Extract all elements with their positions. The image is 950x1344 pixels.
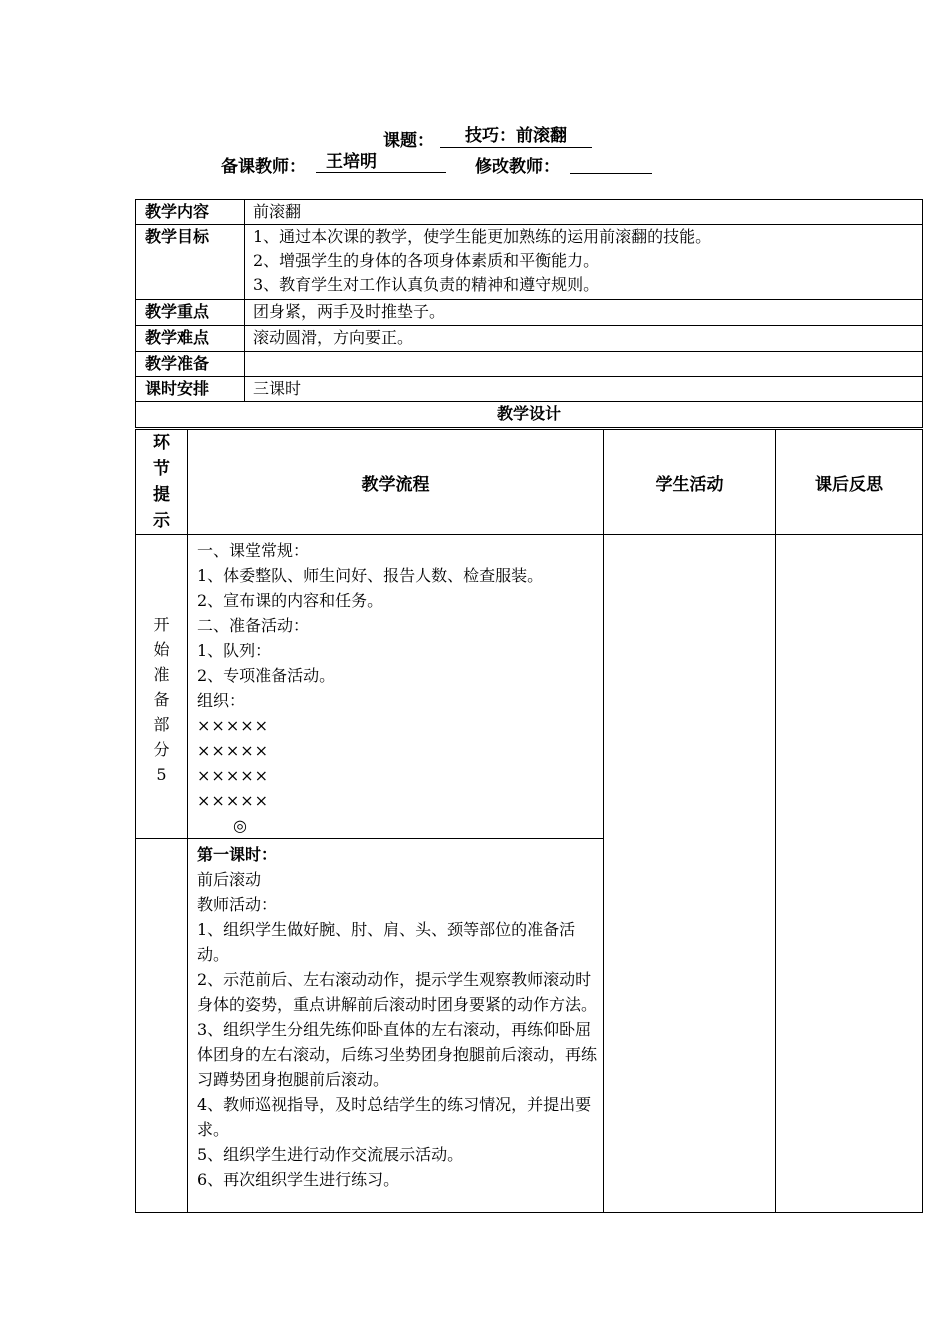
process-line: 6、再次组织学生进行练习。 [197, 1170, 400, 1189]
stage-header-char: 提 [153, 485, 170, 505]
revise-teacher-value [570, 152, 652, 174]
process-line: 3、组织学生分组先练仰卧直体的左右滚动，再练仰卧屈体团身的左右滚动，后练习坐势团身抱腿前后滚动，再练习蹲势团身抱腿前后滚动。 [197, 1020, 598, 1089]
process-line: 2、示范前后、左右滚动动作，提示学生观察教师滚动时身体的姿势，重点讲解前后滚动时团身要紧的动作方法。 [197, 970, 598, 1014]
revise-teacher-label: 修改教师： [475, 157, 560, 177]
schedule-label: 课时安排 [136, 377, 245, 402]
stage-char: 分 [153, 740, 170, 759]
content-label: 教学内容 [136, 200, 245, 225]
process-line: 1、队列： [197, 641, 272, 660]
stage-char: 部 [153, 715, 170, 734]
content-value: 前滚翻 [245, 200, 923, 225]
stage-header-char: 环 [153, 433, 170, 453]
prep-value [245, 352, 923, 377]
prep-label: 教学准备 [136, 352, 245, 377]
focus-value: 团身紧，两手及时推垫子。 [245, 300, 923, 326]
schedule-value: 三课时 [245, 377, 923, 402]
lesson1-title: 第一课时： [197, 845, 278, 864]
stage-char: 准 [153, 665, 170, 684]
formation-row: ××××× [197, 791, 270, 810]
reflection-cell [776, 535, 923, 1213]
teaching-design-table [135, 429, 923, 1213]
process-line: 1、组织学生做好腕、肘、肩、头、颈等部位的准备活动。 [197, 920, 576, 964]
formation-row: ××××× [197, 766, 270, 785]
student-activity-cell [604, 535, 776, 1213]
focus-label: 教学重点 [136, 300, 245, 326]
stage-char: 始 [153, 640, 170, 659]
design-title: 教学设计 [136, 402, 923, 428]
process-line: 前后滚动 [197, 870, 262, 889]
difficulty-label: 教学难点 [136, 326, 245, 352]
lesson-info-table [135, 199, 923, 428]
stage-char: 备 [153, 690, 170, 709]
prep-teacher-label: 备课教师： [221, 157, 306, 177]
process-line: 组织： [197, 691, 246, 710]
difficulty-value: 滚动圆滑，方向要正。 [245, 326, 923, 352]
topic-label: 课题： [383, 131, 434, 151]
process-line: 2、专项准备活动。 [197, 666, 336, 685]
topic-value: 技巧：前滚翻 [440, 126, 592, 148]
stage-char: 开 [153, 615, 170, 634]
stage-lesson1 [136, 839, 188, 1213]
formation-row: ××××× [197, 741, 270, 760]
formation-row: ××××× [197, 716, 270, 735]
process-line: 5、组织学生进行动作交流展示活动。 [197, 1145, 464, 1164]
stage-header-char: 示 [153, 511, 170, 531]
stage-char: 5 [156, 765, 167, 784]
stage-header [136, 430, 188, 535]
process-line: 4、教师巡视指导，及时总结学生的练习情况，并提出要求。 [197, 1095, 592, 1139]
stage-header-char: 节 [153, 459, 170, 479]
goal-item: 2、增强学生的身体的各项身体素质和平衡能力。 [253, 251, 600, 270]
goals-label: 教学目标 [136, 225, 245, 300]
teacher-position-icon: ◎ [233, 816, 247, 835]
lesson1-process [188, 839, 604, 1213]
process-header: 教学流程 [188, 430, 604, 535]
process-line: 1、体委整队、师生问好、报告人数、检查服装。 [197, 566, 544, 585]
goal-item: 1、通过本次课的教学，使学生能更加熟练的运用前滚翻的技能。 [253, 227, 712, 246]
goal-item: 3、教育学生对工作认真负责的精神和遵守规则。 [253, 275, 600, 294]
process-line: 教师活动： [197, 895, 278, 914]
student-activity-header: 学生活动 [604, 430, 776, 535]
reflection-header: 课后反思 [776, 430, 923, 535]
process-line: 一、课堂常规： [197, 541, 310, 560]
opening-process [188, 535, 604, 839]
stage-opening [136, 535, 188, 839]
process-line: 二、准备活动： [197, 616, 310, 635]
prep-teacher-value: 王培明 [316, 152, 446, 173]
goals-cell [245, 225, 923, 300]
process-line: 2、宣布课的内容和任务。 [197, 591, 384, 610]
